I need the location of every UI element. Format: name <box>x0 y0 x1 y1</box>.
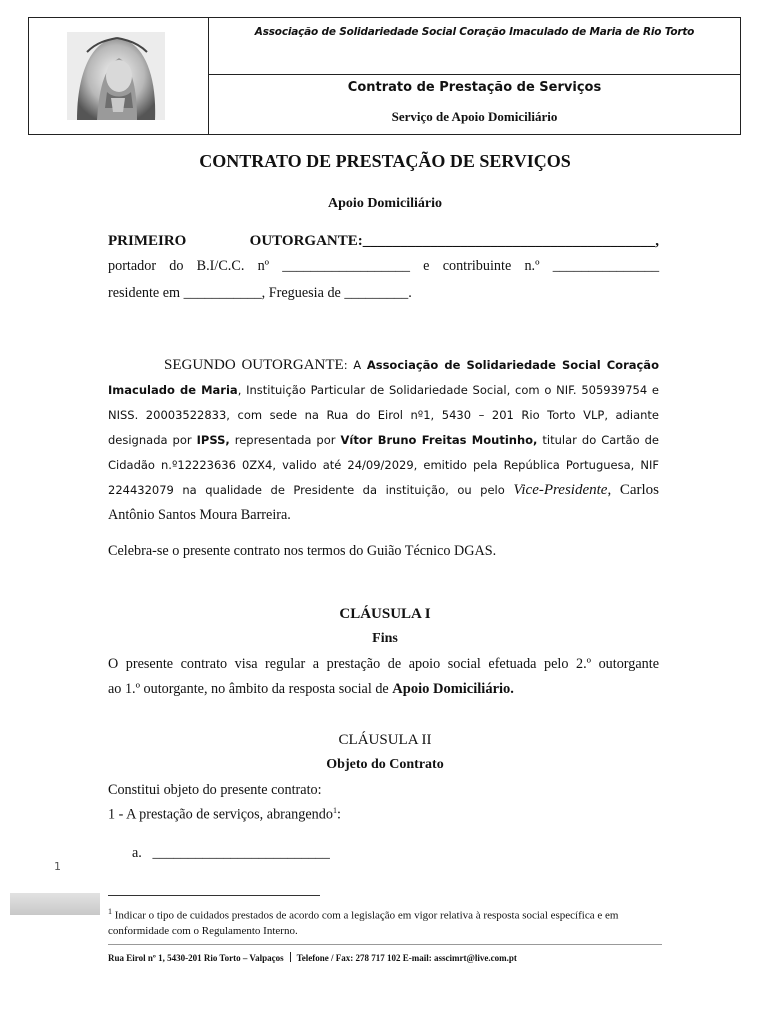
segundo-line-5: Cidadão n.º12223636 0ZX4, valido até 24/09/2029, emitido pela República Portuguesa, NIF <box>108 458 659 472</box>
primeiro-bi-line <box>108 258 659 275</box>
text-n: n.º <box>524 258 540 274</box>
document-header <box>28 17 741 135</box>
primeiro-label: PRIMEIRO <box>108 233 187 249</box>
text-no: nº <box>257 258 270 274</box>
decorative-tab <box>10 893 100 915</box>
text-portador: portador <box>108 258 157 274</box>
clause-2-line-2 <box>108 806 341 824</box>
footer-contact: Telefone / Fax: 278 717 102 E-mail: asscimrt@live.com.pt <box>296 953 517 963</box>
clause-1-heading: CLÁUSULA I <box>339 606 431 622</box>
header-service-title: Serviço de Apoio Domiciliário <box>391 109 558 124</box>
segundo-carlos: , Carlos <box>607 482 659 498</box>
text-contribuinte: contribuinte <box>442 258 512 274</box>
segundo-president-name: Vítor Bruno Freitas Moutinho, <box>340 433 538 447</box>
footer-address: Rua Eirol nº 1, 5430-201 Rio Torto – Valpaços <box>108 953 284 963</box>
text-do: do <box>169 258 184 274</box>
clause-2-item-a <box>132 845 330 862</box>
segundo-colon: : A <box>343 358 367 372</box>
segundo-ipss: IPSS, <box>196 433 230 447</box>
segundo-line-4 <box>108 433 659 447</box>
clause-2-heading: CLÁUSULA II <box>338 732 432 748</box>
primeiro-blank: OUTORGANTE:_______________________________________, <box>249 233 659 249</box>
page-number: 1 <box>54 860 61 873</box>
segundo-representada: representada por <box>229 433 341 447</box>
segundo-vice-president: Vice-Presidente <box>513 482 608 498</box>
madonna-logo <box>67 32 165 120</box>
header-contract-title: Contrato de Prestação de Serviços <box>347 80 602 95</box>
document-title: CONTRATO DE PRESTAÇÃO DE SERVIÇOS <box>199 151 571 171</box>
segundo-association: Associação de Solidariedade Social Coração <box>366 358 659 372</box>
segundo-line-2 <box>108 383 659 397</box>
footnote <box>108 904 668 939</box>
footnote-separator <box>108 895 320 896</box>
clause-2-line-1: Constitui objeto do presente contrato: <box>108 782 322 798</box>
logo-cell <box>29 18 209 134</box>
association-name: Associação de Solidariedade Social Coração Imaculado de Maria de Rio Torto <box>254 26 695 38</box>
footer-separator <box>108 944 662 945</box>
footer-divider <box>290 952 291 962</box>
clause-2-subheading: Objeto do Contrato <box>326 757 444 772</box>
bi-blank: __________________ <box>282 258 410 274</box>
clause-1-service-name: Apoio Domiciliário. <box>392 681 514 697</box>
nif-blank: _______________ <box>552 258 660 274</box>
document-subtitle: Apoio Domiciliário <box>328 196 442 211</box>
segundo-line-7: Antônio Santos Moura Barreira. <box>108 507 291 523</box>
primeiro-residence-line: residente em ___________, Freguesia de _________. <box>108 285 412 301</box>
segundo-designada: designada por <box>108 433 197 447</box>
segundo-line-3: NISS. 20003522833, com sede na Rua do Eirol nº1, 5430 – 201 Rio Torto VLP, adiante <box>108 408 659 422</box>
segundo-line-6-text: 224432079 na qualidade de Presidente da instituição, ou pelo <box>108 483 514 497</box>
segundo-association-end: Imaculado de Maria <box>108 383 238 397</box>
text-bicc: B.I/C.C. <box>196 258 245 274</box>
text-e: e <box>423 258 430 274</box>
clause-1-line-2-text: ao 1.º outorgante, no âmbito da resposta social de <box>108 681 393 697</box>
segundo-line-2-rest: , Instituição Particular de Solidariedade Social, com o NIF. 505939754 e <box>237 383 659 397</box>
segundo-line-1 <box>164 356 659 374</box>
primeiro-outorgante-line <box>108 233 659 250</box>
celebra-paragraph: Celebra-se o presente contrato nos termos do Guião Técnico DGAS. <box>108 543 497 559</box>
item-blank: _________________________ <box>152 845 330 861</box>
footnote-number: 1 <box>108 907 112 916</box>
footnote-ref: 1 <box>332 806 337 815</box>
footnote-text: Indicar o tipo de cuidados prestados de acordo com a legislação em vigor relativa à resposta social específica e em conformidade com o Regulamento Interno. <box>108 909 619 937</box>
clause-1-line-1: O presente contrato visa regular a prestação de apoio social efetuada pelo 2.º outorgante <box>108 656 659 672</box>
clause-1-subheading: Fins <box>372 631 398 646</box>
clause-2-colon: : <box>336 806 341 823</box>
clause-2-line-2-text: 1 - A prestação de serviços, abrangendo <box>108 806 333 823</box>
segundo-titular: titular do Cartão de <box>537 433 660 447</box>
segundo-label: SEGUNDO OUTORGANTE <box>164 357 344 373</box>
clause-1-line-2 <box>108 681 514 698</box>
segundo-line-6 <box>108 481 659 499</box>
item-letter: a. <box>132 845 142 861</box>
page-footer <box>108 952 517 963</box>
header-association-cell <box>209 18 740 75</box>
